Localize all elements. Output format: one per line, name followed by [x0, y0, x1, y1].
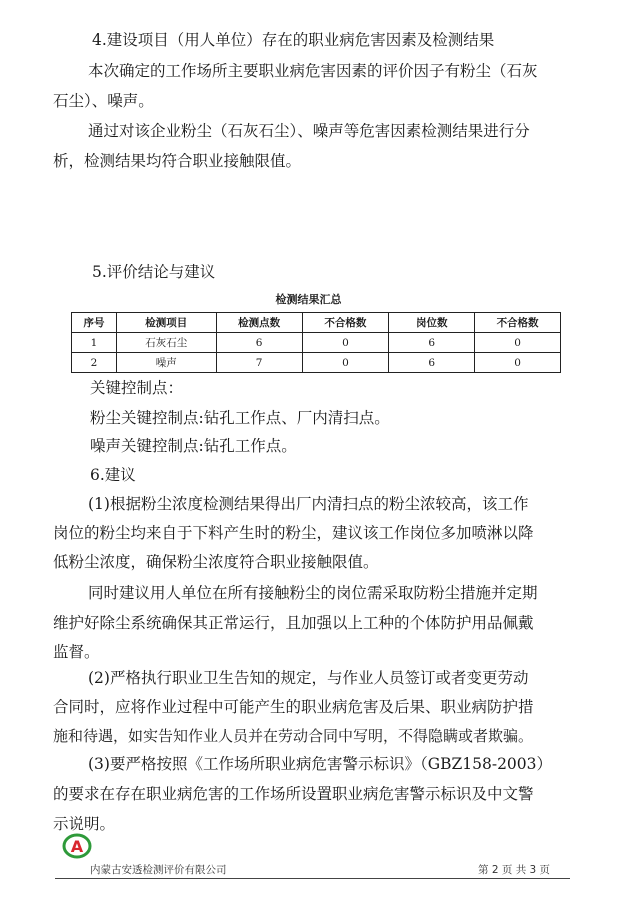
section6-p1-line1: (1)根据粉尘浓度检测结果得出厂内清扫点的粉尘浓较高，该工作: [88, 495, 529, 513]
table-cell: 0: [302, 353, 389, 373]
footer-page-number: 第 2 页 共 3 页: [478, 864, 551, 876]
col-header-posts: 岗位数: [389, 313, 475, 333]
results-summary-table: [71, 312, 561, 373]
section6-p2-line3: 监督。: [53, 643, 100, 661]
col-header-item: 检测项目: [116, 313, 216, 333]
table-cell: 0: [475, 333, 561, 353]
col-header-points: 检测点数: [216, 313, 302, 333]
noise-control-points: 噪声关键控制点:钻孔工作点。: [90, 437, 297, 455]
section4-para1-line1: 本次确定的工作场所主要职业病危害因素的评价因子有粉尘（石灰: [88, 62, 538, 80]
section6-p4-line1: (3)要严格按照《工作场所职业病危害警示标识》（GBZ158-2003）: [88, 755, 553, 773]
section6-p1-line3: 低粉尘浓度，确保粉尘浓度符合职业接触限值。: [53, 553, 379, 571]
dust-control-points: 粉尘关键控制点:钻孔工作点、厂内清扫点。: [90, 409, 390, 427]
section4-para2-line2: 析，检测结果均符合职业接触限值。: [53, 152, 302, 170]
control-points-heading: 关键控制点：: [90, 379, 184, 397]
footer-company-name: 内蒙古安透检测评价有限公司: [90, 864, 227, 876]
section5-heading: 5.评价结论与建议: [92, 263, 216, 281]
section4-para1-line2: 石尘）、噪声。: [53, 92, 154, 110]
table-cell: 0: [302, 333, 389, 353]
table-cell: 噪声: [116, 353, 216, 373]
table-cell: 2: [72, 353, 117, 373]
section6-p3-line1: (2)严格执行职业卫生告知的规定，与作业人员签订或者变更劳动: [88, 669, 529, 687]
table-header-row: [72, 313, 561, 333]
section6-p3-line3: 施和待遇，如实告知作业人员并在劳动合同中写明，不得隐瞒或者欺骗。: [53, 727, 534, 745]
col-header-unqualified-posts: 不合格数: [475, 313, 561, 333]
section6-p1-line2: 岗位的粉尘均来自于下料产生时的粉尘，建议该工作岗位多加喷淋以降: [53, 524, 534, 542]
table-cell: 石灰石尘: [116, 333, 216, 353]
section6-p4-line2: 的要求在存在职业病危害的工作场所设置职业病危害警示标识及中文警: [53, 785, 534, 803]
table-cell: 0: [475, 353, 561, 373]
table-cell: 6: [216, 333, 302, 353]
section6-p3-line2: 合同时，应将作业过程中可能产生的职业病危害及后果、职业病防护措: [53, 698, 534, 716]
company-logo-icon: [62, 833, 92, 859]
table-cell: 6: [389, 333, 475, 353]
table-cell: 6: [389, 353, 475, 373]
section6-heading: 6.建议: [90, 466, 136, 484]
table-row: [72, 333, 561, 353]
section6-p2-line1: 同时建议用人单位在所有接触粉尘的岗位需采取防粉尘措施并定期: [88, 584, 538, 602]
table-cell: 7: [216, 353, 302, 373]
section4-heading: 4.建设项目（用人单位）存在的职业病危害因素及检测结果: [92, 31, 495, 49]
table-cell: 1: [72, 333, 117, 353]
col-header-index: 序号: [72, 313, 117, 333]
table-title: 检测结果汇总: [275, 293, 342, 306]
logo-letter: A: [70, 837, 84, 856]
section4-para2-line1: 通过对该企业粉尘（石灰石尘）、噪声等危害因素检测结果进行分: [88, 122, 530, 140]
col-header-unqualified-points: 不合格数: [302, 313, 389, 333]
section6-p2-line2: 维护好除尘系统确保其正常运行，且加强以上工种的个体防护用品佩戴: [53, 614, 534, 632]
footer-divider: [55, 878, 570, 879]
table-row: [72, 353, 561, 373]
section6-p4-line3: 示说明。: [53, 815, 116, 833]
